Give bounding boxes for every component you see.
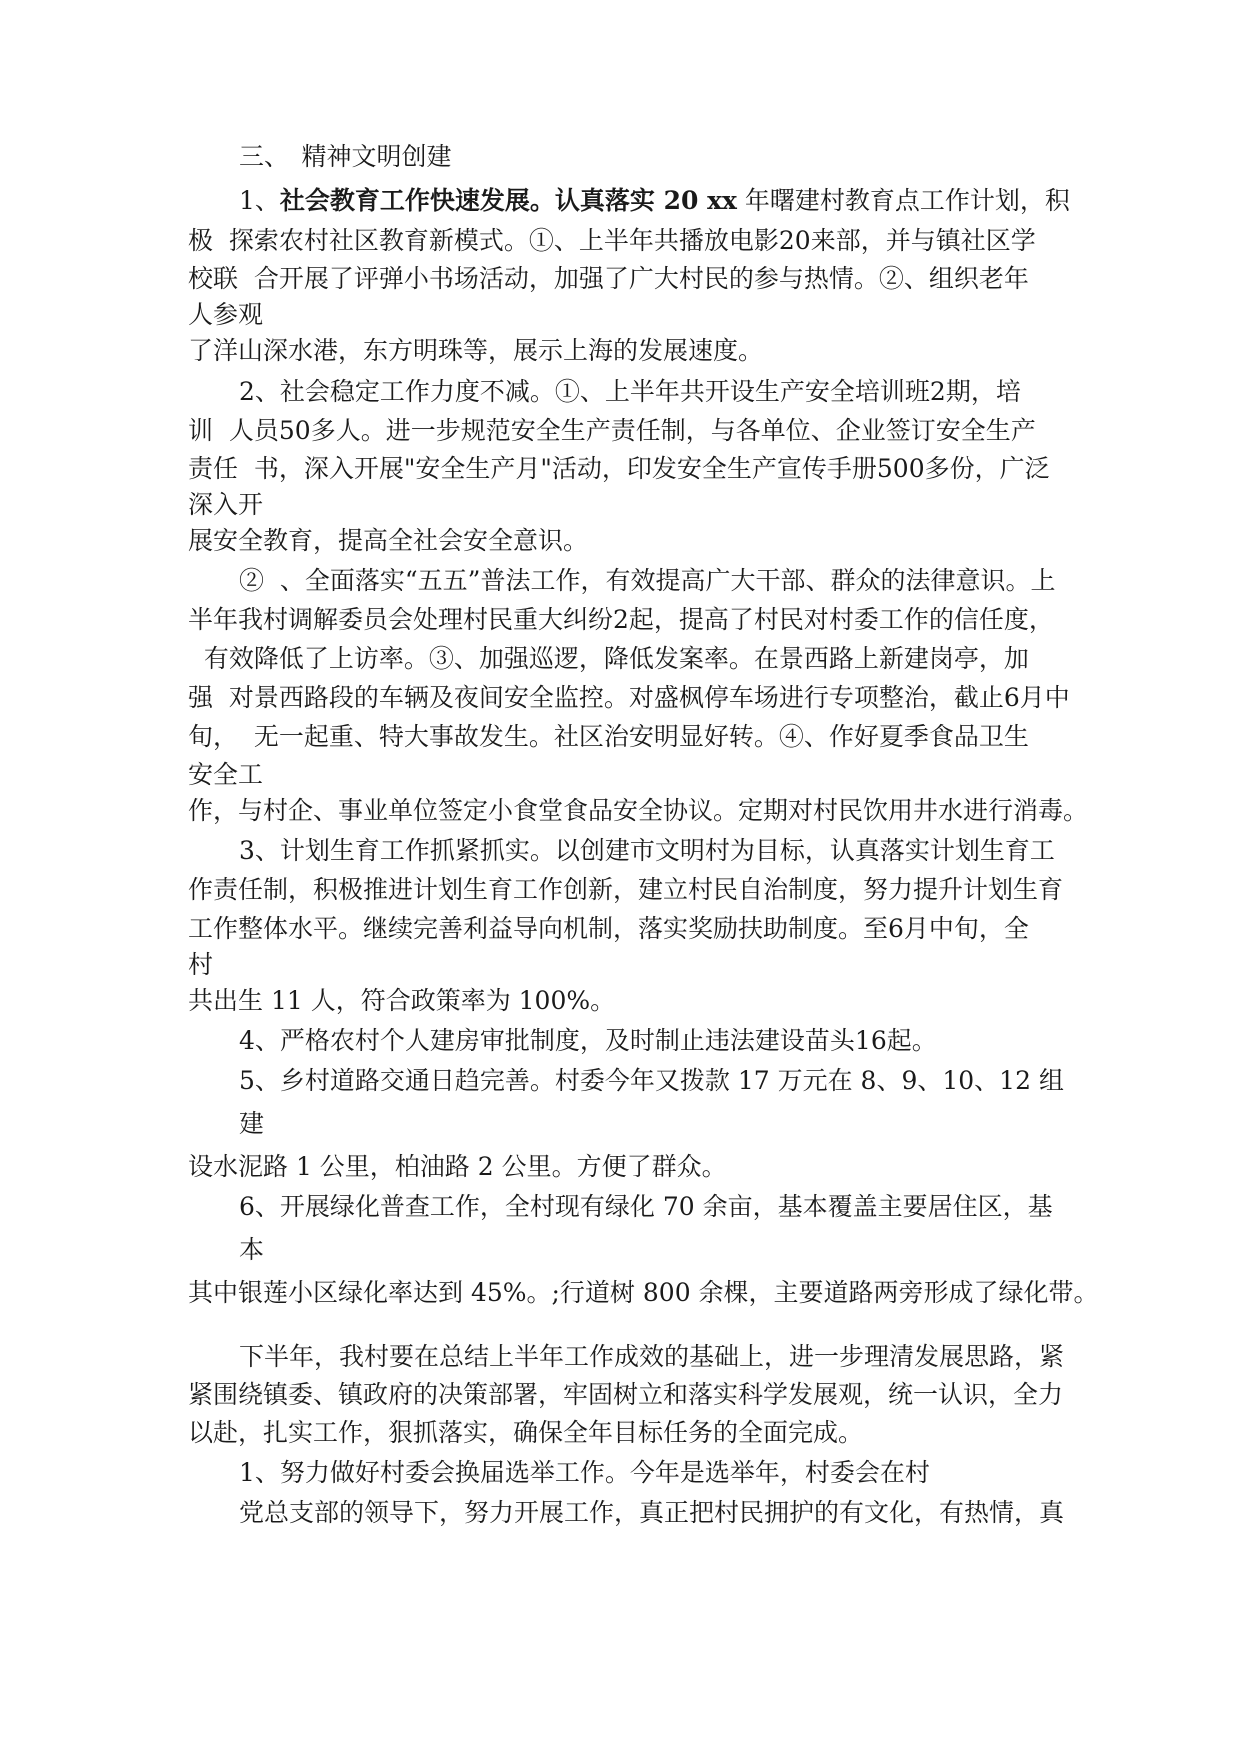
- para2-line3: 责任 书，深入开展"安全生产月"活动，印发安全生产宣传手册500多份，广泛: [188, 454, 1050, 483]
- para6-line1: 5、乡村道路交通日趋完善。村委今年又拨款 17 万元在 8、9、10、12 组: [239, 1066, 1064, 1095]
- para1-line1: [239, 184, 1119, 218]
- para9-line2: 党总支部的领导下，努力开展工作，真正把村民拥护的有文化，有热情，真: [239, 1498, 1065, 1527]
- para4-line4: 村: [188, 950, 214, 979]
- para8-line3: 以赴，扎实工作，狠抓落实，确保全年目标任务的全面完成。: [188, 1418, 864, 1447]
- para3-line2: 半年我村调解委员会处理村民重大纠纷2起，提高了村民对村委工作的信任度，: [188, 605, 1054, 634]
- para7-line3: 其中银莲小区绿化率达到 45%。;行道树 800 余棵，主要道路两旁形成了绿化带。: [188, 1278, 1099, 1307]
- para5-line1: 4、严格农村个人建房审批制度，及时制止违法建设苗头16起。: [239, 1026, 937, 1055]
- para3-line3: 有效降低了上访率。③、加强巡逻，降低发案率。在景西路上新建岗亭，加: [188, 644, 1029, 673]
- para3-line6: 安全工: [188, 760, 264, 789]
- para4-line3: 工作整体水平。继续完善利益导向机制，落实奖励扶助制度。至6月中旬，全: [188, 914, 1029, 943]
- para1-line2: 极 探索农村社区教育新模式。①、上半年共播放电影20来部，并与镇社区学: [188, 226, 1036, 255]
- para4-line5: 共出生 11 人，符合政策率为 100%。: [188, 986, 616, 1015]
- para1-line5: 了洋山深水港，东方明珠等，展示上海的发展速度。: [188, 336, 764, 365]
- para6-line3: 设水泥路 1 公里，柏油路 2 公里。方便了群众。: [188, 1152, 727, 1181]
- para1-line1-rest: 年曙建村教育点工作计划，积: [744, 186, 1070, 215]
- para6-line2: 建: [239, 1109, 265, 1138]
- para4-line2: 作责任制，积极推进计划生育工作创新，建立村民自治制度，努力提升计划生育: [188, 875, 1064, 904]
- section-heading: 三、 精神文明创建: [239, 142, 452, 171]
- para3-line5: 旬， 无一起重、特大事故发生。社区治安明显好转。④、作好夏季食品卫生: [188, 722, 1029, 751]
- para2-line1: 2、社会稳定工作力度不减。①、上半年共开设生产安全培训班2期，培: [239, 377, 1021, 406]
- para8-line2: 紧围绕镇委、镇政府的决策部署，牢固树立和落实科学发展观，统一认识，全力: [188, 1380, 1064, 1409]
- para7-line2: 本: [239, 1235, 265, 1264]
- para2-line4: 深入开: [188, 490, 264, 519]
- para2-line2: 训 人员50多人。进一步规范安全生产责任制，与各单位、企业签订安全生产: [188, 416, 1036, 445]
- para7-line1: 6、开展绿化普查工作，全村现有绿化 70 余亩，基本覆盖主要居住区，基: [239, 1192, 1053, 1221]
- para1-line3: 校联 合开展了评弹小书场活动，加强了广大村民的参与热情。②、组织老年: [188, 264, 1029, 293]
- para1-prefix: 1、: [239, 186, 280, 215]
- para3-line1: ② 、全面落实“五五”普法工作，有效提高广大干部、群众的法律意识。上: [239, 566, 1056, 595]
- para8-line1: 下半年，我村要在总结上半年工作成效的基础上，进一步理清发展思路，紧: [239, 1342, 1065, 1371]
- para3-line4: 强 对景西路段的车辆及夜间安全监控。对盛枫停车场进行专项整治，截止6月中: [188, 683, 1070, 712]
- para9-line1: 1、努力做好村委会换届选举工作。今年是选举年，村委会在村: [239, 1458, 930, 1487]
- para1-line4: 人参观: [188, 300, 264, 329]
- para1-bold-lead: 社会教育工作快速发展。认真落实 20 xx: [279, 186, 737, 215]
- para4-line1: 3、计划生育工作抓紧抓实。以创建市文明村为目标，认真落实计划生育工: [239, 836, 1055, 865]
- para3-line7: 作，与村企、事业单位签定小食堂食品安全协议。定期对村民饮用井水进行消毒。: [188, 796, 1089, 825]
- para2-line5: 展安全教育，提高全社会安全意识。: [188, 526, 589, 555]
